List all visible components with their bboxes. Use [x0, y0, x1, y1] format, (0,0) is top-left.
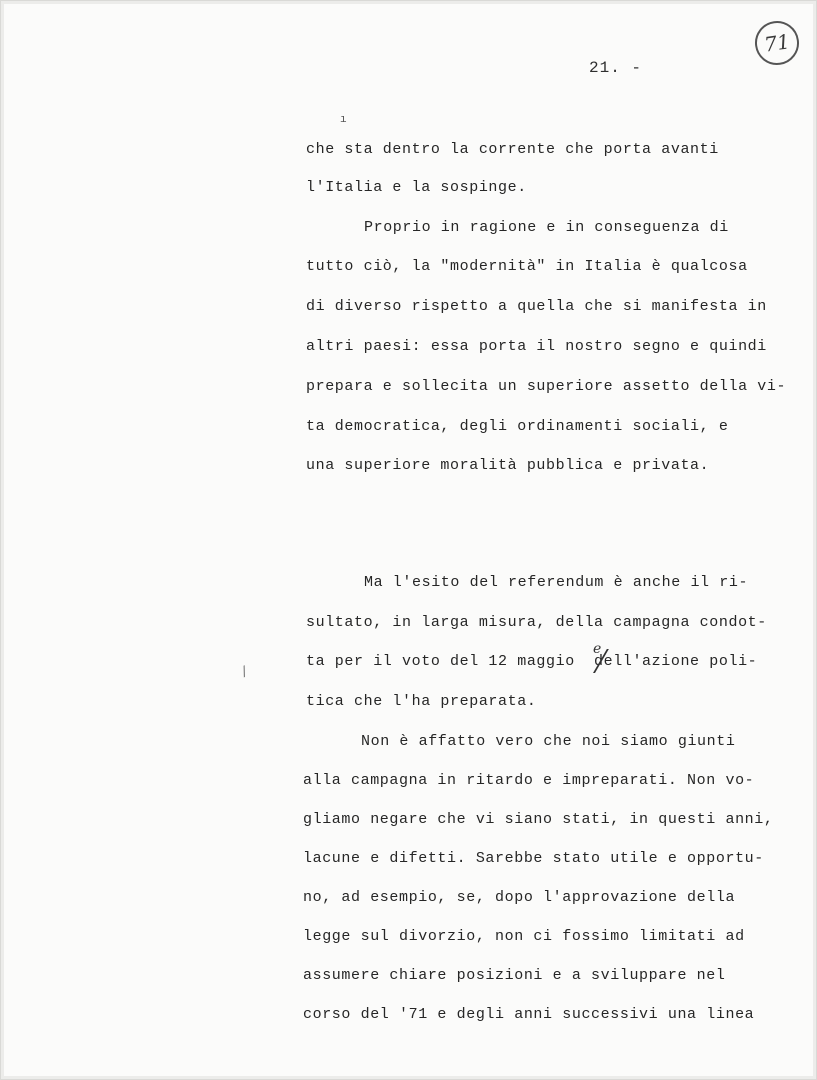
text-line: una superiore moralità pubblica e privata. — [306, 457, 710, 474]
text-line: corso del '71 e degli anni successivi una linea — [303, 1006, 755, 1023]
page-number: 21. - — [589, 59, 643, 77]
text-line: tica che l'ha preparata. — [306, 693, 537, 710]
text-line: l'Italia e la sospinge. — [306, 179, 527, 196]
text-line: altri paesi: essa porta il nostro segno e quindi — [306, 338, 767, 355]
text-line: gliamo negare che vi siano stati, in questi anni, — [303, 811, 774, 828]
text-line: Proprio in ragione e in conseguenza di — [364, 219, 729, 236]
handwritten-correction: e — [593, 641, 602, 657]
text-line: tutto ciò, la "modernità" in Italia è qualcosa — [306, 258, 748, 275]
margin-mark: / — [237, 663, 253, 683]
text-line: di diverso rispetto a quella che si manifesta in — [306, 298, 767, 315]
stray-mark: ı — [340, 114, 347, 126]
text-line: legge sul divorzio, non ci fossimo limitati ad — [303, 928, 745, 945]
text-line: che sta dentro la corrente che porta avanti — [306, 141, 719, 158]
text-line: ta democratica, degli ordinamenti sociali, e — [306, 418, 729, 435]
text-line: no, ad esempio, se, dopo l'approvazione della — [303, 889, 736, 906]
text-line: ta per il voto del 12 maggio dell'azione poli- — [306, 653, 758, 670]
text-line: lacune e difetti. Sarebbe stato utile e opportu- — [303, 850, 764, 867]
text-line: prepara e sollecita un superiore assetto della vi- — [306, 378, 787, 395]
text-line: alla campagna in ritardo e impreparati. Non vo- — [303, 772, 755, 789]
text-line: assumere chiare posizioni e a sviluppare nel — [303, 967, 726, 984]
text-line: Ma l'esito del referendum è anche il ri- — [364, 574, 749, 591]
text-line: Non è affatto vero che noi siamo giunti — [361, 733, 736, 750]
archive-stamp — [752, 18, 802, 68]
stamp-number: 71 — [762, 29, 792, 57]
text-line: sultato, in larga misura, della campagna condot- — [306, 614, 767, 631]
